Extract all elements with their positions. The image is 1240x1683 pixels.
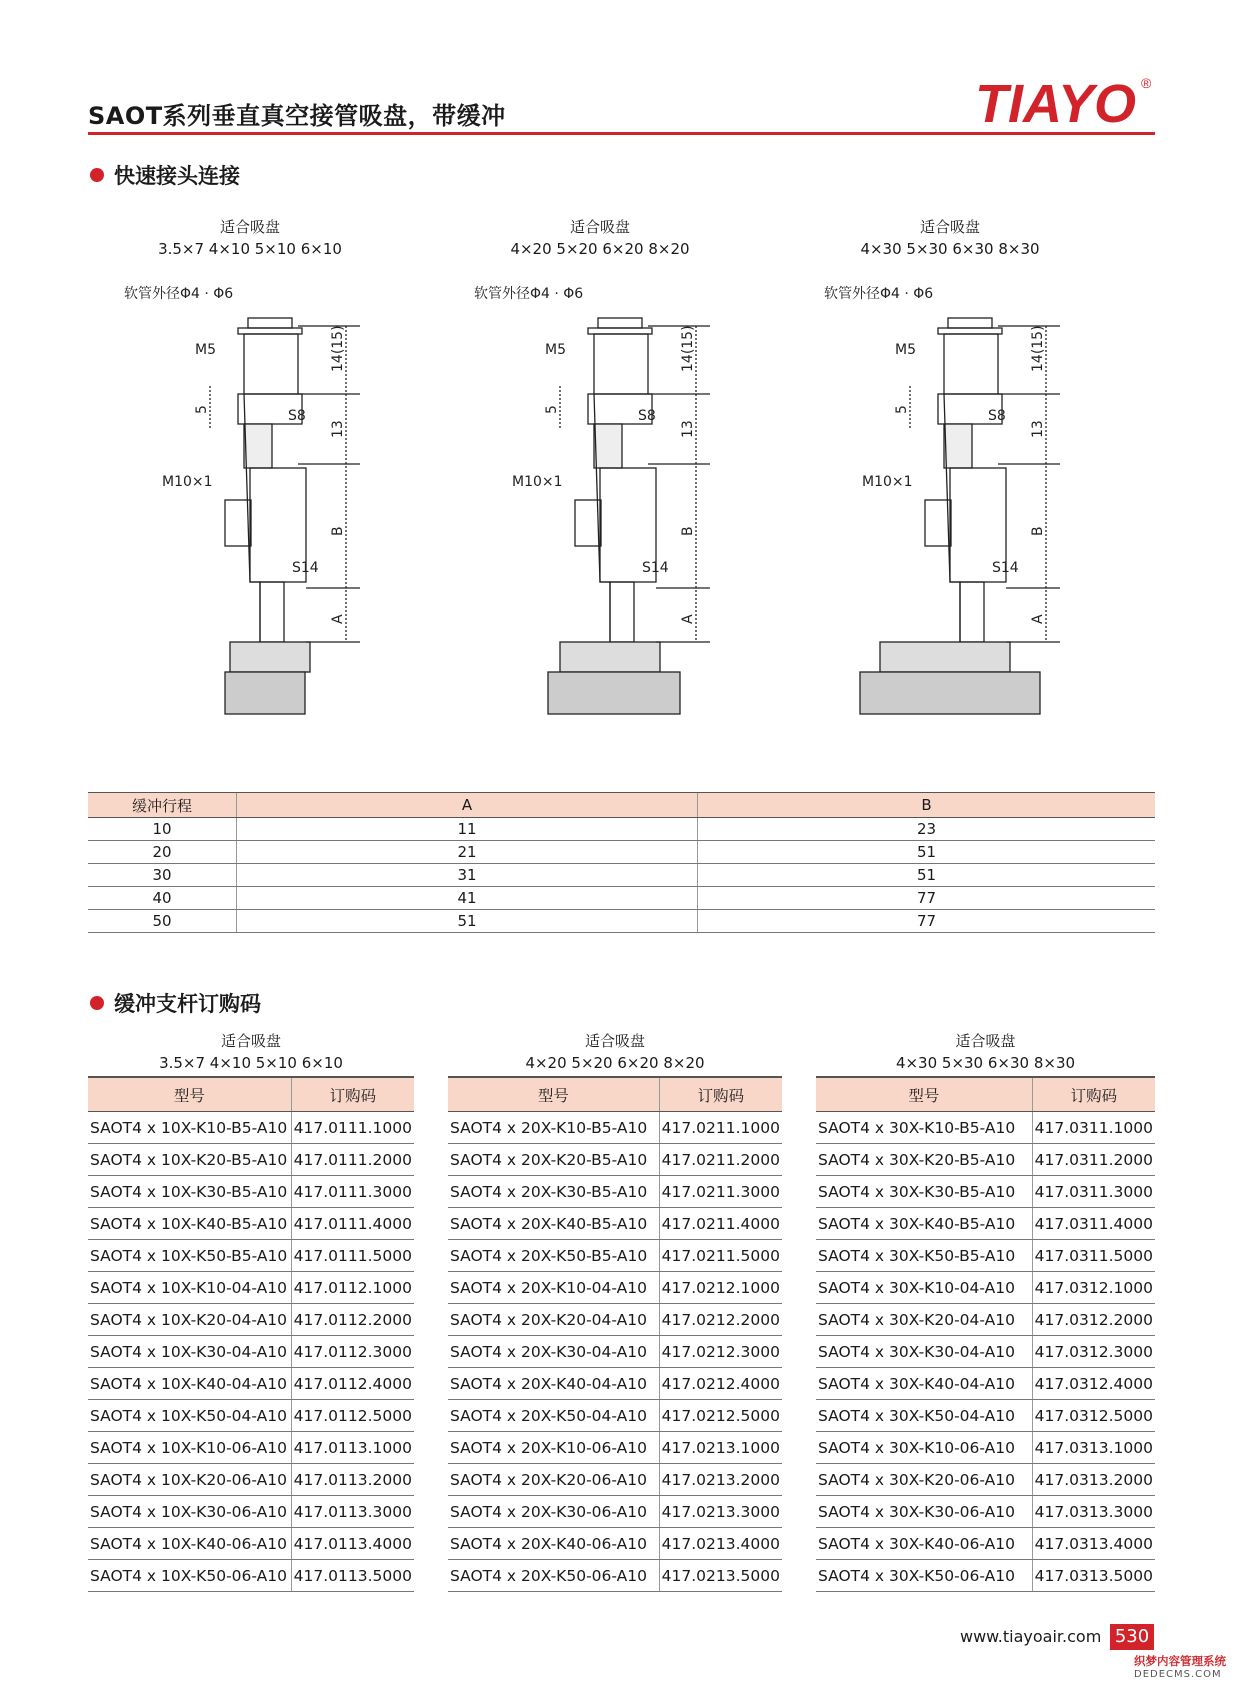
model-cell: SAOT4 x 20X-K20-04-A10 [448,1304,659,1336]
model-cell: SAOT4 x 20X-K10-04-A10 [448,1272,659,1304]
table-row [88,864,1155,887]
a-label: A [680,614,696,624]
model-cell: SAOT4 x 30X-K40-06-A10 [816,1528,1032,1560]
model-cell: SAOT4 x 10X-K40-B5-A10 [88,1208,291,1240]
table-row [88,1432,414,1464]
col-header-a: A [237,793,698,818]
dim-13-label: 13 [330,420,346,438]
dim-5-label: 5 [894,405,910,414]
hose-label: 软管外径Φ4 · Φ6 [824,286,934,302]
table-row [88,1208,414,1240]
table-row [816,1176,1155,1208]
order-code-cell: 417.0212.2000 [659,1304,782,1336]
order-code-cell: 417.0113.1000 [291,1432,414,1464]
model-cell: SAOT4 x 10X-K20-B5-A10 [88,1144,291,1176]
table-header-row [448,1077,782,1112]
model-cell: SAOT4 x 20X-K40-04-A10 [448,1368,659,1400]
m10-label: M10×1 [512,474,563,490]
model-cell: SAOT4 x 30X-K20-B5-A10 [816,1144,1032,1176]
model-cell: SAOT4 x 10X-K50-06-A10 [88,1560,291,1592]
model-cell: SAOT4 x 20X-K40-06-A10 [448,1528,659,1560]
order-code-cell: 417.0312.3000 [1032,1336,1155,1368]
table-row [448,1400,782,1432]
tiayo-logo [975,72,1155,132]
s14-label: S14 [642,560,669,576]
fit-sizes: 4×30 5×30 6×30 8×30 [895,1054,1076,1072]
order-code-cell: 417.0213.3000 [659,1496,782,1528]
fit-sizes: 3.5×7 4×10 5×10 6×10 [159,1054,343,1072]
table-row [816,1560,1155,1592]
fit-label: 适合吸盘 [219,218,280,236]
table-row [448,1304,782,1336]
a-cell: 51 [237,910,698,933]
table-row [88,1336,414,1368]
table-row [88,1176,414,1208]
order-code-cell: 417.0212.5000 [659,1400,782,1432]
model-cell: SAOT4 x 10X-K50-B5-A10 [88,1240,291,1272]
order-code-cell: 417.0111.1000 [291,1112,414,1144]
dim-5-label: 5 [194,405,210,414]
model-cell: SAOT4 x 20X-K50-06-A10 [448,1560,659,1592]
fit-sizes: 4×20 5×20 6×20 8×20 [525,1054,705,1072]
model-cell: SAOT4 x 30X-K30-04-A10 [816,1336,1032,1368]
table-row [448,1496,782,1528]
model-cell: SAOT4 x 20X-K10-B5-A10 [448,1112,659,1144]
model-cell: SAOT4 x 10X-K30-B5-A10 [88,1176,291,1208]
model-cell: SAOT4 x 20X-K50-04-A10 [448,1400,659,1432]
order-table-1 [88,1076,414,1592]
order-code-cell: 417.0211.2000 [659,1144,782,1176]
b-label: B [680,526,696,536]
table-row [88,1304,414,1336]
order-code-cell: 417.0211.5000 [659,1240,782,1272]
drawing-fit-caption [120,216,380,260]
table-row [448,1144,782,1176]
b-cell: 77 [698,910,1156,933]
technical-drawing-1 [120,280,380,760]
b-cell: 51 [698,841,1156,864]
fit-label: 适合吸盘 [955,1032,1016,1050]
col-header-model: 型号 [88,1077,291,1112]
m5-label: M5 [895,342,916,358]
table-row [88,1272,414,1304]
order-fit-caption [88,1030,414,1074]
order-code-cell: 417.0213.5000 [659,1560,782,1592]
order-code-cell: 417.0311.4000 [1032,1208,1155,1240]
model-cell: SAOT4 x 10X-K10-06-A10 [88,1432,291,1464]
model-cell: SAOT4 x 10X-K40-04-A10 [88,1368,291,1400]
table-row [88,1368,414,1400]
table-row [816,1272,1155,1304]
table-header-row [816,1077,1155,1112]
technical-drawing-3 [820,280,1080,760]
b-cell: 51 [698,864,1156,887]
model-cell: SAOT4 x 10X-K20-06-A10 [88,1464,291,1496]
page-title: SAOT系列垂直真空接管吸盘，带缓冲 [88,102,506,130]
title-rule [88,132,1155,135]
table-row [816,1112,1155,1144]
fit-label: 适合吸盘 [919,218,980,236]
table-header-row [88,1077,414,1112]
model-cell: SAOT4 x 10X-K30-04-A10 [88,1336,291,1368]
table-row [448,1368,782,1400]
m10-label: M10×1 [862,474,913,490]
b-label: B [1030,526,1046,536]
section-order-codes [90,988,261,1018]
order-code-cell: 417.0112.1000 [291,1272,414,1304]
b-label: B [330,526,346,536]
order-code-cell: 417.0113.4000 [291,1528,414,1560]
order-table-2 [448,1076,782,1592]
b-cell: 23 [698,818,1156,841]
order-code-cell: 417.0312.1000 [1032,1272,1155,1304]
b-cell: 77 [698,887,1156,910]
model-cell: SAOT4 x 30X-K50-04-A10 [816,1400,1032,1432]
table-row [816,1144,1155,1176]
model-cell: SAOT4 x 30X-K40-B5-A10 [816,1208,1032,1240]
dim-13-label: 13 [1030,420,1046,438]
model-cell: SAOT4 x 10X-K50-04-A10 [88,1400,291,1432]
col-header-code: 订购码 [291,1077,414,1112]
table-row [88,910,1155,933]
order-code-cell: 417.0211.4000 [659,1208,782,1240]
m10-label: M10×1 [162,474,213,490]
model-cell: SAOT4 x 10X-K10-04-A10 [88,1272,291,1304]
table-row [88,887,1155,910]
registered-mark: ® [1141,75,1152,91]
order-code-cell: 417.0113.2000 [291,1464,414,1496]
order-code-cell: 417.0312.2000 [1032,1304,1155,1336]
table-row [88,1528,414,1560]
table-row [448,1336,782,1368]
order-code-cell: 417.0211.3000 [659,1176,782,1208]
order-code-cell: 417.0111.2000 [291,1144,414,1176]
fit-label: 适合吸盘 [220,1032,281,1050]
order-code-cell: 417.0111.4000 [291,1208,414,1240]
model-cell: SAOT4 x 30X-K10-04-A10 [816,1272,1032,1304]
model-cell: SAOT4 x 30X-K50-06-A10 [816,1560,1032,1592]
model-cell: SAOT4 x 20X-K30-B5-A10 [448,1176,659,1208]
model-cell: SAOT4 x 30X-K30-B5-A10 [816,1176,1032,1208]
s8-label: S8 [288,408,306,424]
table-row [816,1464,1155,1496]
table-row [448,1528,782,1560]
table-row [448,1432,782,1464]
table-row [816,1240,1155,1272]
table-row [816,1432,1155,1464]
order-code-cell: 417.0211.1000 [659,1112,782,1144]
order-code-cell: 417.0313.2000 [1032,1464,1155,1496]
table-row [448,1464,782,1496]
table-row [816,1208,1155,1240]
fit-sizes: 4×30 5×30 6×30 8×30 [860,240,1040,258]
table-row [816,1400,1155,1432]
order-code-cell: 417.0312.5000 [1032,1400,1155,1432]
m5-label: M5 [545,342,566,358]
table-header-row [88,793,1155,818]
dim-13-label: 13 [680,420,696,438]
col-header-model: 型号 [448,1077,659,1112]
watermark [1130,1652,1240,1683]
order-code-cell: 417.0112.3000 [291,1336,414,1368]
table-row [448,1112,782,1144]
order-code-cell: 417.0313.3000 [1032,1496,1155,1528]
hose-label: 软管外径Φ4 · Φ6 [474,286,584,302]
order-code-cell: 417.0311.1000 [1032,1112,1155,1144]
stroke-cell: 30 [88,864,237,887]
a-cell: 31 [237,864,698,887]
model-cell: SAOT4 x 10X-K10-B5-A10 [88,1112,291,1144]
a-cell: 21 [237,841,698,864]
col-header-b: B [698,793,1156,818]
model-cell: SAOT4 x 30X-K10-06-A10 [816,1432,1032,1464]
model-cell: SAOT4 x 20X-K50-B5-A10 [448,1240,659,1272]
dim-14-label: 14(15) [680,325,696,372]
stroke-cell: 40 [88,887,237,910]
table-row [88,1496,414,1528]
stroke-cell: 20 [88,841,237,864]
col-header-stroke: 缓冲行程 [88,793,237,818]
model-cell: SAOT4 x 10X-K40-06-A10 [88,1528,291,1560]
stroke-cell: 50 [88,910,237,933]
model-cell: SAOT4 x 20X-K10-06-A10 [448,1432,659,1464]
model-cell: SAOT4 x 20X-K20-B5-A10 [448,1144,659,1176]
model-cell: SAOT4 x 10X-K20-04-A10 [88,1304,291,1336]
model-cell: SAOT4 x 20X-K30-06-A10 [448,1496,659,1528]
table-row [448,1176,782,1208]
watermark-line1: 织梦内容管理系统 [1134,1654,1226,1668]
order-code-cell: 417.0212.1000 [659,1272,782,1304]
order-code-cell: 417.0112.4000 [291,1368,414,1400]
s14-label: S14 [992,560,1019,576]
table-row [816,1496,1155,1528]
model-cell: SAOT4 x 30X-K20-06-A10 [816,1464,1032,1496]
order-code-cell: 417.0113.5000 [291,1560,414,1592]
order-code-cell: 417.0213.2000 [659,1464,782,1496]
fit-label: 适合吸盘 [584,1032,645,1050]
watermark-line2: DEDECMS.COM [1134,1669,1222,1680]
order-fit-caption [816,1030,1155,1074]
table-row [448,1208,782,1240]
table-row [88,1400,414,1432]
a-cell: 41 [237,887,698,910]
table-row [816,1368,1155,1400]
a-cell: 11 [237,818,698,841]
model-cell: SAOT4 x 30X-K10-B5-A10 [816,1112,1032,1144]
model-cell: SAOT4 x 30X-K30-06-A10 [816,1496,1032,1528]
order-code-cell: 417.0313.5000 [1032,1560,1155,1592]
order-code-cell: 417.0311.5000 [1032,1240,1155,1272]
dim-14-label: 14(15) [1030,325,1046,372]
table-row [816,1528,1155,1560]
col-header-model: 型号 [816,1077,1032,1112]
s14-label: S14 [292,560,319,576]
order-code-cell: 417.0311.3000 [1032,1176,1155,1208]
model-cell: SAOT4 x 30X-K20-04-A10 [816,1304,1032,1336]
order-code-cell: 417.0212.3000 [659,1336,782,1368]
s8-label: S8 [638,408,656,424]
model-cell: SAOT4 x 20X-K20-06-A10 [448,1464,659,1496]
order-fit-caption [448,1030,782,1074]
table-row [816,1336,1155,1368]
table-row [88,818,1155,841]
stroke-cell: 10 [88,818,237,841]
s8-label: S8 [988,408,1006,424]
col-header-code: 订购码 [659,1077,782,1112]
fit-label: 适合吸盘 [569,218,630,236]
order-code-cell: 417.0313.4000 [1032,1528,1155,1560]
order-code-cell: 417.0112.5000 [291,1400,414,1432]
section-title: 缓冲支杆订购码 [114,992,261,1016]
technical-drawing-2 [470,280,730,760]
table-row [88,1240,414,1272]
hose-label: 软管外径Φ4 · Φ6 [124,286,234,302]
bullet-dot-icon [90,996,104,1010]
table-row [88,1464,414,1496]
drawing-fit-caption [820,216,1080,260]
order-code-cell: 417.0113.3000 [291,1496,414,1528]
fit-sizes: 4×20 5×20 6×20 8×20 [510,240,690,258]
order-code-cell: 417.0313.1000 [1032,1432,1155,1464]
model-cell: SAOT4 x 30X-K50-B5-A10 [816,1240,1032,1272]
drawing-fit-caption [470,216,730,260]
table-row [88,1112,414,1144]
dim-5-label: 5 [544,405,560,414]
bullet-dot-icon [90,168,104,182]
table-row [448,1240,782,1272]
page-number: 530 [1110,1624,1154,1650]
order-code-cell: 417.0312.4000 [1032,1368,1155,1400]
stroke-table [88,792,1155,933]
order-code-cell: 417.0213.4000 [659,1528,782,1560]
model-cell: SAOT4 x 20X-K30-04-A10 [448,1336,659,1368]
table-row [816,1304,1155,1336]
order-code-cell: 417.0111.5000 [291,1240,414,1272]
a-label: A [330,614,346,624]
order-code-cell: 417.0213.1000 [659,1432,782,1464]
table-row [88,1144,414,1176]
table-row [448,1272,782,1304]
order-code-cell: 417.0311.2000 [1032,1144,1155,1176]
model-cell: SAOT4 x 10X-K30-06-A10 [88,1496,291,1528]
order-code-cell: 417.0112.2000 [291,1304,414,1336]
section-quick-connector [90,160,240,190]
order-code-cell: 417.0111.3000 [291,1176,414,1208]
m5-label: M5 [195,342,216,358]
table-row [88,841,1155,864]
model-cell: SAOT4 x 30X-K40-04-A10 [816,1368,1032,1400]
order-table-3 [816,1076,1155,1592]
table-row [88,1560,414,1592]
model-cell: SAOT4 x 20X-K40-B5-A10 [448,1208,659,1240]
section-title: 快速接头连接 [114,164,240,188]
table-row [448,1560,782,1592]
dim-14-label: 14(15) [330,325,346,372]
a-label: A [1030,614,1046,624]
order-code-cell: 417.0212.4000 [659,1368,782,1400]
brand-text: TIAYO [975,74,1136,132]
col-header-code: 订购码 [1032,1077,1155,1112]
fit-sizes: 3.5×7 4×10 5×10 6×10 [158,240,342,258]
footer-url[interactable]: www.tiayoair.com [960,1627,1102,1646]
